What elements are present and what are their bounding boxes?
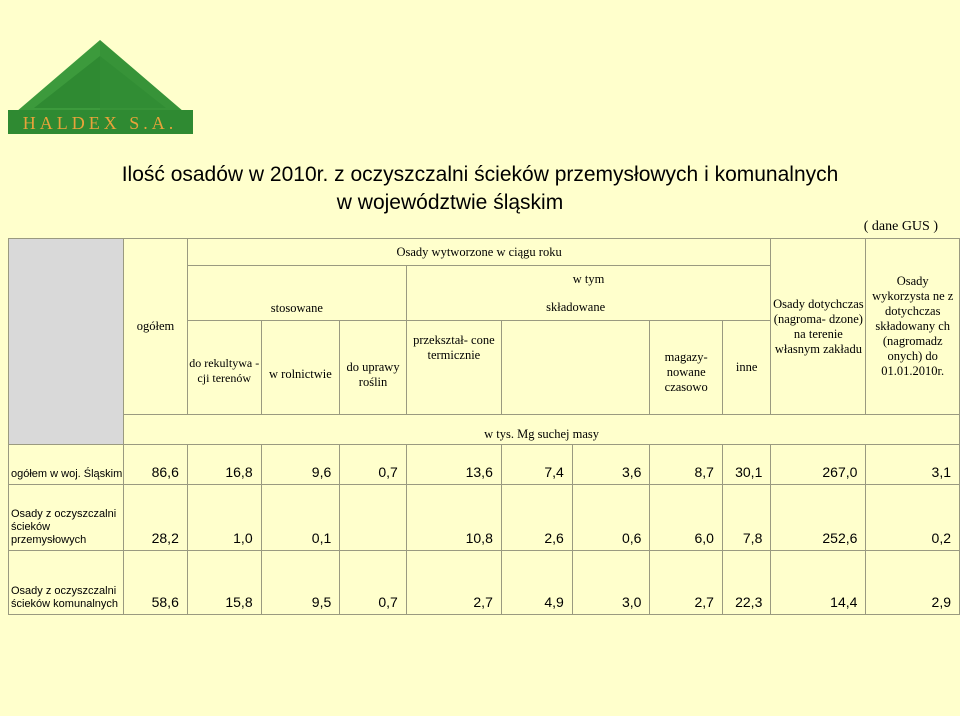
cell: 7,8	[722, 485, 770, 551]
header-do-uprawy: do uprawy roślin	[340, 321, 407, 415]
header-w-tym: w tym	[406, 266, 771, 321]
row-label: ogółem w woj. Śląskim	[9, 445, 124, 485]
haldex-logo	[8, 38, 193, 134]
source-note: ( dane GUS )	[863, 219, 938, 234]
header-skladowane: składowane	[502, 294, 650, 321]
cell: 28,2	[124, 485, 188, 551]
cell	[340, 485, 407, 551]
logo-triangle-shade	[100, 40, 184, 112]
cell: 16,8	[187, 445, 261, 485]
header-inne: inne	[722, 321, 770, 415]
header-stosowane: stosowane	[187, 266, 406, 321]
header-w-rolnictwie: w rolnictwie	[261, 321, 340, 415]
cell: 3,0	[572, 551, 650, 615]
cell: 86,6	[124, 445, 188, 485]
cell: 8,7	[650, 445, 723, 485]
header-osady-wytworzone: Osady wytworzone w ciągu roku	[187, 239, 771, 266]
cell: 0,1	[261, 485, 340, 551]
header-blank-cell	[9, 239, 124, 445]
cell: 2,6	[501, 485, 572, 551]
cell: 30,1	[722, 445, 770, 485]
sludge-table	[8, 238, 960, 615]
header-osady-wykorzystane: Osady wykorzysta ne z dotychczas składowany ch (nagromadz onych) do 01.01.2010r.	[866, 239, 960, 415]
page-title-line1: Ilość osadów w 2010r. z oczyszczalni ścieków przemysłowych i komunalnych	[121, 163, 839, 186]
cell: 2,7	[650, 551, 723, 615]
cell: 58,6	[124, 551, 188, 615]
header-przeksztalcone: przekształ- cone termicznie	[406, 321, 501, 415]
cell: 1,0	[187, 485, 261, 551]
table-row	[9, 551, 960, 615]
header-do-rekultywacji: do rekultywa -cji terenów	[187, 321, 261, 415]
header-magazynowane: magazy- nowane czasowo	[650, 321, 723, 415]
cell: 6,0	[650, 485, 723, 551]
cell: 4,9	[501, 551, 572, 615]
cell: 0,7	[340, 445, 407, 485]
cell: 9,6	[261, 445, 340, 485]
table-row	[9, 485, 960, 551]
cell: 7,4	[501, 445, 572, 485]
cell: 9,5	[261, 551, 340, 615]
header-osady-dotychczas: Osady dotychczas (nagroma- dzone) na terenie własnym zakładu	[771, 239, 866, 415]
cell: 2,7	[406, 551, 501, 615]
cell: 22,3	[722, 551, 770, 615]
logo-text: HALDEX S.A.	[22, 113, 178, 133]
cell: 3,6	[572, 445, 650, 485]
table-row	[9, 445, 960, 485]
cell: 15,8	[187, 551, 261, 615]
cell: 14,4	[771, 551, 866, 615]
cell: 0,7	[340, 551, 407, 615]
header-unit: w tys. Mg suchej masy	[124, 415, 960, 445]
cell: 252,6	[771, 485, 866, 551]
cell: 13,6	[406, 445, 501, 485]
cell: 2,9	[866, 551, 960, 615]
cell: 10,8	[406, 485, 501, 551]
row-label: Osady z oczyszczalni ścieków przemysłowych	[9, 485, 124, 551]
cell: 3,1	[866, 445, 960, 485]
header-ogolem: ogółem	[124, 239, 188, 415]
cell: 0,2	[866, 485, 960, 551]
page-title-line2: w województwie śląskim	[336, 191, 564, 214]
cell: 267,0	[771, 445, 866, 485]
cell: 0,6	[572, 485, 650, 551]
header-skladowane-group	[501, 300, 650, 415]
row-label: Osady z oczyszczalni ścieków komunalnych	[9, 551, 124, 615]
